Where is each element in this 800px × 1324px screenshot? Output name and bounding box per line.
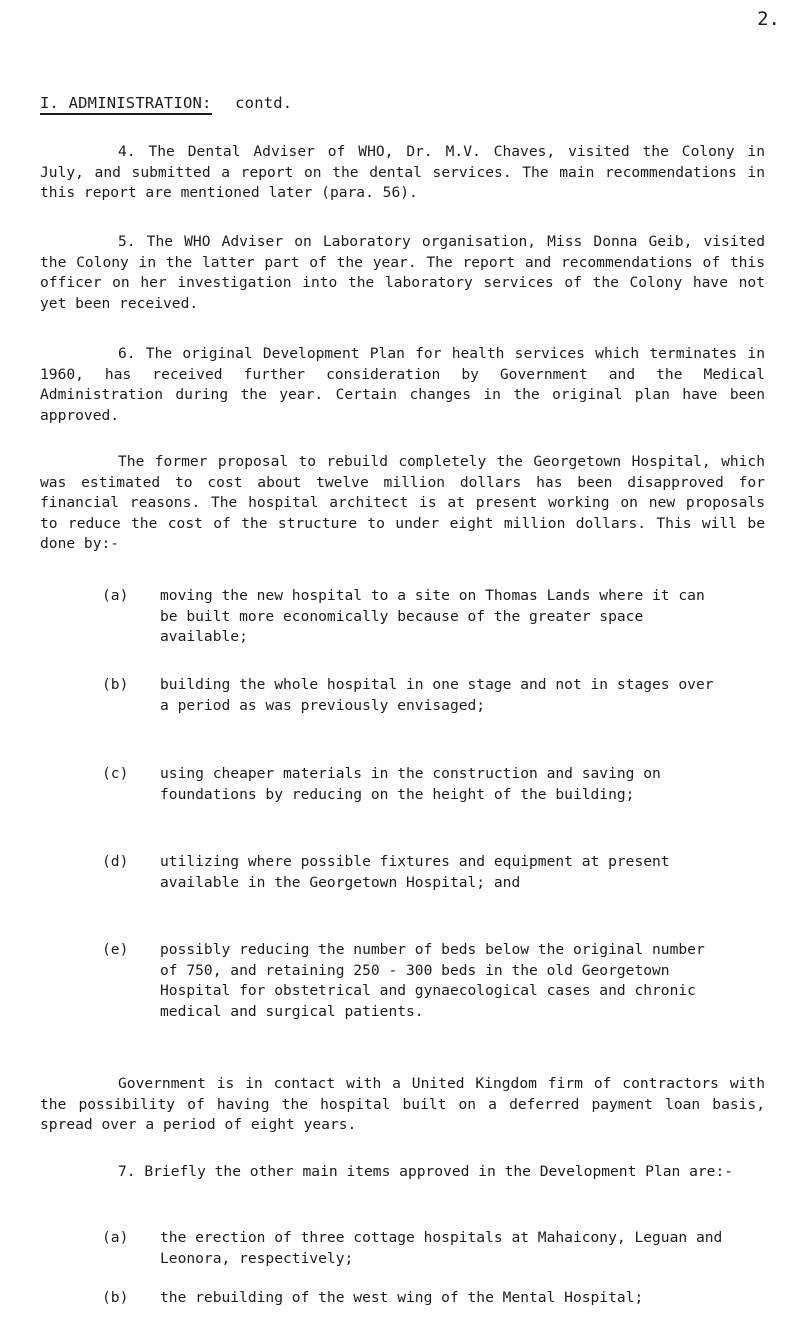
list-marker: (a) bbox=[102, 1229, 129, 1246]
list-marker: (d) bbox=[102, 853, 129, 870]
list-item-text: the erection of three cottage hospitals at Mahaicony, Leguan and Leonora, respectively; bbox=[160, 1229, 723, 1267]
paragraph-4-text: 4. The Dental Adviser of WHO, Dr. M.V. Chaves, visited the Colony in July, and submitted a report on the dental services. The main recommendations in this report are mentioned later (para. 56). bbox=[40, 143, 765, 201]
list-item bbox=[102, 675, 730, 716]
paragraph-6-text: 6. The original Development Plan for health services which terminates in 1960, has received further consideration by Government and the Medical Administration during the year. Certain changes in the original plan have been approved. bbox=[40, 345, 765, 424]
list-marker: (c) bbox=[102, 765, 129, 782]
list-marker: (b) bbox=[102, 676, 129, 693]
list-item-text: moving the new hospital to a site on Thomas Lands where it can be built more economically because of the greater space available; bbox=[160, 587, 705, 645]
paragraph-4 bbox=[40, 142, 765, 204]
paragraph-6-continued-text: The former proposal to rebuild completely the Georgetown Hospital, which was estimated to cost about twelve million dollars has been disapproved for financial reasons. The hospital architect is at present working on new proposals to reduce the cost of the structure to under eight million dollars. This will be done by:- bbox=[40, 453, 765, 552]
paragraph-5-text: 5. The WHO Adviser on Laboratory organisation, Miss Donna Geib, visited the Colony in the latter part of the year. The report and recommendations of this officer on her investigation into the laboratory services of the Colony have not yet been received. bbox=[40, 233, 765, 312]
list-item-text: utilizing where possible fixtures and equipment at present available in the Georgetown Hospital; and bbox=[160, 853, 670, 891]
list-item-text: building the whole hospital in one stage and not in stages over a period as was previously envisaged; bbox=[160, 676, 714, 714]
list-item bbox=[102, 764, 730, 805]
page-number: 2. bbox=[757, 8, 780, 30]
paragraph-7-text: 7. Briefly the other main items approved in the Development Plan are:- bbox=[118, 1163, 734, 1180]
list-item bbox=[102, 1228, 730, 1269]
section-contd-label: contd. bbox=[235, 94, 293, 112]
list-item-text: possibly reducing the number of beds below the original number of 750, and retaining 250 - 300 beds in the old Georgetown Hospital for obstetrical and gynaecological cases and chronic medical and surgical patients. bbox=[160, 941, 705, 1020]
list-item-text: the rebuilding of the west wing of the Mental Hospital; bbox=[160, 1289, 644, 1306]
paragraph-5 bbox=[40, 232, 765, 314]
list-item bbox=[102, 852, 730, 893]
list-item bbox=[102, 1288, 730, 1309]
paragraph-6-closing bbox=[40, 1074, 765, 1136]
paragraph-6-closing-text: Government is in contact with a United Kingdom firm of contractors with the possibility of having the hospital built on a deferred payment loan basis, spread over a period of eight years. bbox=[40, 1075, 765, 1133]
list-marker: (e) bbox=[102, 941, 129, 958]
list-item-text: using cheaper materials in the construction and saving on foundations by reducing on the height of the building; bbox=[160, 765, 661, 803]
section-heading bbox=[40, 94, 292, 115]
paragraph-6-continued bbox=[40, 452, 765, 555]
list-marker: (a) bbox=[102, 587, 129, 604]
list-item bbox=[102, 586, 730, 648]
paragraph-7 bbox=[40, 1162, 765, 1183]
paragraph-6 bbox=[40, 344, 765, 426]
list-marker: (b) bbox=[102, 1289, 129, 1306]
list-item bbox=[102, 940, 730, 1022]
section-title: I. ADMINISTRATION: bbox=[40, 94, 212, 115]
